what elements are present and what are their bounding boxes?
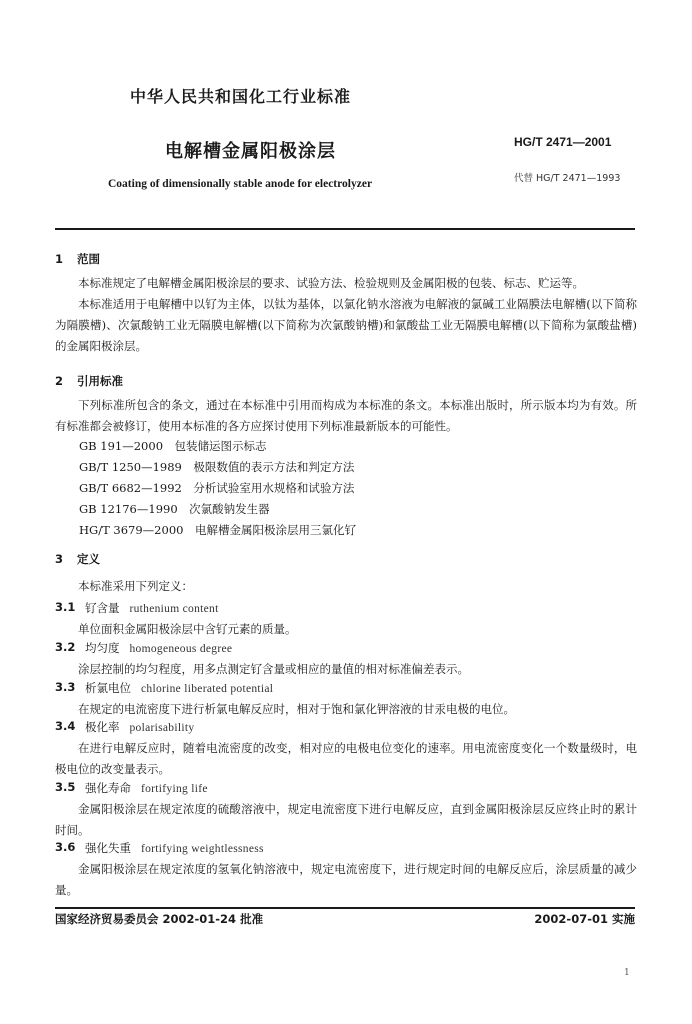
definitions-intro: 本标准采用下列定义：	[78, 579, 193, 593]
term-number: 3.1	[55, 600, 76, 614]
page-number: 1	[624, 968, 630, 978]
section-1-paragraph-1: 本标准规定了电解槽金属阳极涂层的要求、试验方法、检验规则及金属阳极的包装、标志、贮运等。	[78, 276, 584, 290]
section-3-heading	[55, 551, 100, 567]
section-1-number: 1	[55, 252, 64, 266]
term-zh: 极化率	[85, 720, 120, 734]
reference-item: GB/T 6682—1992 分析试验室用水规格和试验方法	[79, 481, 355, 495]
replaces-standard: 代替 HG/T 2471—1993	[514, 173, 621, 184]
term-number: 3.5	[55, 780, 76, 794]
term-heading	[85, 680, 273, 696]
term-en: ruthenium content	[129, 603, 219, 615]
term-definition: 涂层控制的均匀程度，用多点测定钌含量或相应的量值的相对标准偏差表示。	[78, 662, 469, 676]
term-heading	[85, 840, 264, 856]
section-1-heading	[55, 251, 100, 267]
footer-divider	[55, 907, 635, 909]
term-definition: 在进行电解反应时，随着电流密度的改变，相对应的电极电位变化的速率。用电流密度变化一个数量级时，电极电位的改变量表示。	[55, 741, 637, 776]
term-en: homogeneous degree	[129, 643, 233, 655]
term-definition: 金属阳极涂层在规定浓度的硫酸溶液中，规定电流密度下进行电解反应，直到金属阳极涂层反应终止时的累计时间。	[55, 802, 637, 837]
reference-item: GB/T 1250—1989 极限数值的表示方法和判定方法	[79, 460, 355, 474]
reference-item: GB 12176—1990 次氯酸钠发生器	[79, 502, 270, 516]
term-definition: 金属阳极涂层在规定浓度的氢氧化钠溶液中，规定电流密度下，进行规定时间的电解反应后，涂层质量的减少量。	[55, 862, 637, 897]
issuing-organization: 中华人民共和国化工行业标准	[130, 87, 352, 106]
standard-number: HG/T 2471—2001	[514, 135, 612, 149]
section-1-title: 范围	[77, 252, 100, 266]
term-number: 3.4	[55, 719, 76, 733]
term-zh: 钌含量	[85, 601, 120, 615]
section-3-number: 3	[55, 552, 64, 566]
term-en: fortifying weightlessness	[141, 843, 264, 855]
term-zh: 析氯电位	[85, 681, 131, 695]
term-number: 3.6	[55, 840, 76, 854]
term-heading	[85, 600, 219, 616]
section-3-title: 定义	[77, 552, 100, 566]
term-heading	[85, 640, 232, 656]
document-title-zh: 电解槽金属阳极涂层	[165, 141, 336, 162]
term-en: fortifying life	[141, 783, 208, 795]
term-definition: 在规定的电流密度下进行析氯电解反应时，相对于饱和氯化钾溶液的甘汞电极的电位。	[78, 702, 515, 716]
section-2-title: 引用标准	[77, 374, 123, 388]
approval-date: 国家经济贸易委员会 2002-01-24 批准	[55, 912, 264, 926]
header-divider	[55, 228, 635, 230]
term-number: 3.2	[55, 640, 76, 654]
effective-date: 2002-07-01 实施	[534, 912, 635, 926]
term-zh: 强化寿命	[85, 781, 131, 795]
term-heading	[85, 719, 194, 735]
term-zh: 均匀度	[85, 641, 120, 655]
term-number: 3.3	[55, 680, 76, 694]
term-heading	[85, 780, 208, 796]
section-2-number: 2	[55, 374, 64, 388]
document-title-en: Coating of dimensionally stable anode for electrolyzer	[108, 178, 373, 190]
term-definition: 单位面积金属阳极涂层中含钌元素的质量。	[78, 622, 297, 636]
term-en: polarisability	[129, 722, 195, 734]
reference-item: HG/T 3679—2000 电解槽金属阳极涂层用三氯化钌	[79, 523, 356, 537]
section-1-paragraph-2: 本标准适用于电解槽中以钌为主体，以钛为基体，以氯化钠水溶液为电解液的氯碱工业隔膜法电解槽(以下简称为隔膜槽)、次氯酸钠工业无隔膜电解槽(以下简称为次氯酸钠槽)和氯酸盐工业无隔膜电解槽(以下简称为氯酸盐槽)的金属阳极涂层。	[55, 297, 637, 353]
term-en: chlorine liberated potential	[141, 683, 274, 695]
section-2-paragraph-1: 下列标准所包含的条文，通过在本标准中引用而构成为本标准的条文。本标准出版时，所示版本均为有效。所有标准都会被修订，使用本标准的各方应探讨使用下列标准最新版本的可能性。	[55, 398, 637, 433]
reference-item: GB 191—2000 包装储运图示标志	[79, 439, 267, 453]
section-2-heading	[55, 373, 123, 389]
term-zh: 强化失重	[85, 841, 131, 855]
